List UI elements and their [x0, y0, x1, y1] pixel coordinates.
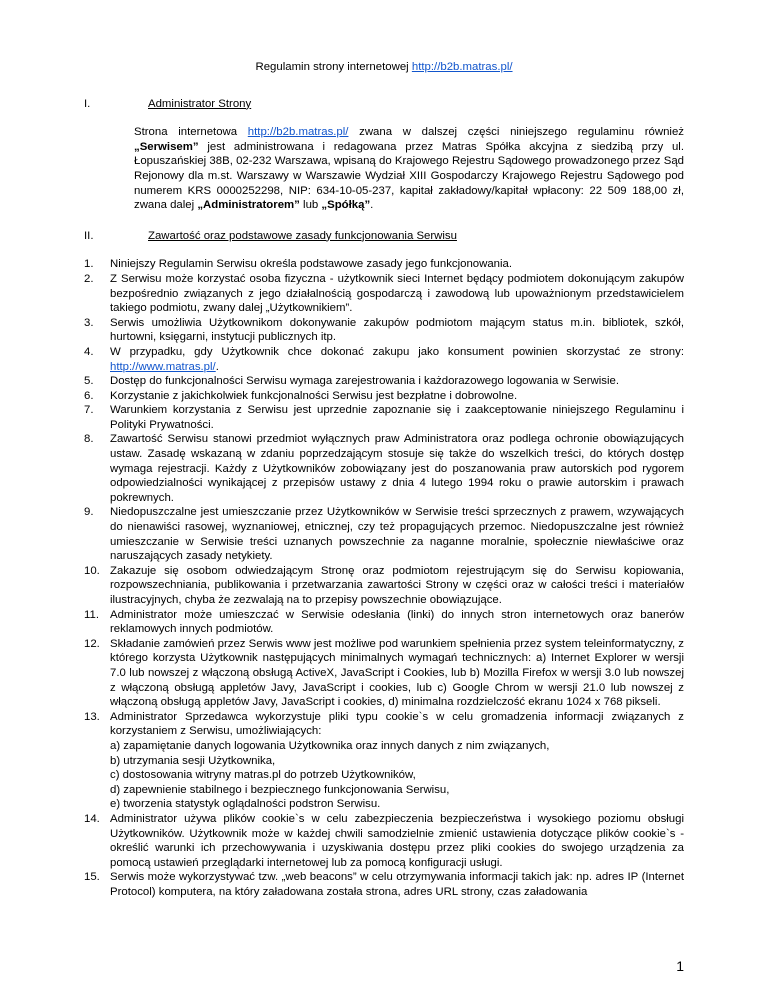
section-heading-2 — [84, 229, 684, 244]
serwis-link[interactable]: http://b2b.matras.pl/ — [247, 126, 349, 139]
list-item-text — [110, 710, 684, 812]
list-item-text-main: Zakazuje się osobom odwiedzającym Stronę oraz podmiotom rejestrującym się do Serwisu kopiowania, rozpowszechniania, publikowania i przetwarzania zawartości Strony w części oraz w całości treści i materiałów ilustracyjnych, chyba że zezwalają na to przepisy powszechnie obowiązujące. — [110, 564, 684, 606]
list-item-number: 13. — [84, 710, 100, 723]
text-run: jest administrowana i redagowana przez Matras Spółka akcyjna z siedzibą przy ul. Łopuszańskiej 38B, 02-232 Warszawa, wpisaną do Krajowego Rejestru Sądowego prowadzonego przez Sąd Rejonowy dla m.st. Warszawy w Warszawie Wydział XIII Gospodarczy Krajowego Rejestru Sądowego pod numerem KRS 0000252298, NIP: 634-10-05-237, kapitał zakładowy/kapitał wpłacony: 22 509 188,00 zł, zwana dalej — [134, 140, 684, 212]
list-item — [84, 403, 684, 432]
section-title: Administrator Strony — [148, 97, 252, 110]
list-item-number: 6. — [84, 389, 94, 402]
sub-item: a) zapamiętanie danych logowania Użytkownika oraz innych danych z nim związanych, — [110, 739, 550, 752]
list-item-text-main: Niedopuszczalne jest umieszczanie przez Użytkowników w Serwisie treści sprzecznych z prawem, wzywających do nienawiści rasowej, wyznaniowej, etnicznej, czy też propagujących przemoc. Niedopuszczalne jest również umieszczanie w Serwisie treści uznanych powszechnie za naganne moralnie, społecznie niewłaściwe oraz naruszających zasady netykiety. — [110, 506, 684, 563]
text-run: . — [370, 199, 374, 212]
list-item — [84, 432, 684, 505]
list-item-number: 5. — [84, 375, 94, 388]
sub-item: b) utrzymania sesji Użytkownika, — [110, 754, 276, 767]
list-item-number: 8. — [84, 433, 94, 446]
text-run: . — [215, 360, 219, 373]
list-item-number: 2. — [84, 272, 94, 285]
list-item-text — [110, 608, 684, 637]
list-item — [84, 257, 684, 272]
list-item — [84, 374, 684, 389]
title-link[interactable]: http://b2b.matras.pl/ — [411, 61, 513, 73]
list-item — [84, 345, 684, 374]
sub-item: c) dostosowania witryny matras.pl do potrzeb Użytkowników, — [110, 769, 416, 782]
list-item-text-main: Korzystanie z jakichkolwiek funkcjonalności Serwisu jest bezpłatne i dobrowolne. — [110, 389, 518, 402]
list-item-text-main: Składanie zamówień przez Serwis www jest możliwe pod warunkiem spełnienia przez system teleinformatyczny, z którego korzysta Użytkownik następujących minimalnych wymagań technicznych: a) Internet Explorer w wersji 7.0 lub nowszej z włączoną obsługą ActiveX, JavaScript i Cookies, lub b) Mozilla Firefox w wersji 3.0 lub nowszej z włączoną obsługą appletów Javy, JavaScript i cookies, lub c) Google Chrom w wersji 21.0 lub nowszej z włączoną obsługą appletów Javy, JavaScript i cookies, d) minimalna rozdzielczość ekranu 1024 x 768 pikseli. — [110, 637, 684, 709]
text-run: Strona internetowa — [134, 126, 248, 139]
bold-term: „Administratorem” — [197, 199, 300, 212]
list-item — [84, 870, 684, 899]
list-item-text — [110, 637, 684, 710]
text-run: zwana w dalszej części niniejszego regulaminu również — [348, 126, 684, 139]
sub-item: d) zapewnienie stabilnego i bezpiecznego funkcjonowania Serwisu, — [110, 783, 450, 796]
list-item-number: 15. — [84, 871, 100, 884]
bold-term: „Spółką” — [321, 199, 371, 212]
list-item — [84, 272, 684, 316]
list-item-number: 10. — [84, 564, 100, 577]
list-item-number: 11. — [84, 608, 99, 621]
list-item-number: 1. — [84, 258, 94, 271]
list-item — [84, 608, 684, 637]
list-item — [84, 564, 684, 608]
list-item-text-main: Z Serwisu może korzystać osoba fizyczna - użytkownik sieci Internet będący podmiotem dokonującym zakupów bezpośrednio związanych z jego działalnością gospodarczą i zawodową lub upoważnionym przedstawicielem takiego podmiotu, zwany dalej „Użytkownikiem”. — [110, 272, 684, 315]
list-item-number: 3. — [84, 316, 94, 329]
list-item — [84, 389, 684, 404]
list-item-number: 14. — [84, 812, 100, 825]
section-number: II. — [84, 229, 94, 242]
section-1-paragraph — [134, 125, 684, 213]
text-run: lub — [299, 199, 322, 212]
list-item-text — [110, 432, 684, 505]
page-number: 1 — [676, 958, 684, 975]
list-item-text — [110, 505, 684, 563]
section-heading-1 — [84, 97, 684, 112]
list-item — [84, 812, 684, 870]
list-item-number: 7. — [84, 404, 94, 417]
list-item-text-main: Dostęp do funkcjonalności Serwisu wymaga zarejestrowania i każdorazowego logowania w Serwisie. — [110, 375, 620, 388]
list-item-text-main: Administrator używa plików cookie`s w celu zabezpieczenia bezpieczeństwa i wysokiego poziomu obsługi Użytkowników. Użytkownik może w każdej chwili samodzielnie zmienić ustawienia dotyczące plików cookie`s - określić warunki ich przechowywania i uzyskiwania dostępu przez pliki cookies do swojego urządzenia za pomocą ustawień przeglądarki internetowej lub za pomocą konfiguracji usługi. — [110, 812, 684, 869]
rules-list — [84, 257, 684, 899]
list-item-text — [110, 345, 684, 374]
list-item-text — [110, 564, 684, 608]
list-item-number: 4. — [84, 345, 94, 358]
matras-link[interactable]: http://www.matras.pl/ — [110, 360, 216, 373]
list-item-text — [110, 316, 684, 345]
list-item — [84, 505, 684, 563]
list-item-number: 9. — [84, 506, 94, 519]
list-item-text-main: Administrator Sprzedawca wykorzystuje pliki typu cookie`s w celu gromadzenia informacji związanych z korzystaniem z Serwisu, umożliwiających: — [110, 710, 684, 738]
title-text: Regulamin strony internetowej — [255, 61, 412, 73]
list-item-text — [110, 374, 684, 389]
list-item-text-main: Serwis może wykorzystywać tzw. „web beacons” w celu otrzymywania informacji takich jak: np. adres IP (Internet Protocol) komputera, na który załadowana została strona, adres URL strony, czas załadowania — [110, 871, 684, 898]
sub-item: e) tworzenia statystyk oglądalności podstron Serwisu. — [110, 798, 381, 811]
bold-term: „Serwisem” — [134, 140, 199, 153]
section-number: I. — [84, 97, 91, 110]
list-item-text — [110, 403, 684, 432]
list-item — [84, 710, 684, 812]
section-title: Zawartość oraz podstawowe zasady funkcjonowania Serwisu — [148, 229, 457, 242]
list-item-text-main: Administrator może umieszczać w Serwisie odesłania (linki) do innych stron internetowych oraz banerów reklamowych innych podmiotów. — [110, 608, 684, 636]
list-item-text — [110, 257, 684, 272]
list-item-text-main: Niniejszy Regulamin Serwisu określa podstawowe zasady jego funkcjonowania. — [110, 258, 513, 271]
list-item-text — [110, 272, 684, 316]
list-item-text-main: Zawartość Serwisu stanowi przedmiot wyłącznych praw Administratora oraz podlega ochronie obowiązujących ustaw. Zasadę wskazaną w zdaniu poprzedzającym stosuje się także do wszelkich treści, do których dostęp wymaga rejestracji. Każdy z Użytkowników zobowiązany jest do poszanowania praw autorskich pod rygorem odpowiedzialności wynikającej z przepisów ustawy z dnia 4 lutego 1994 roku o prawie autorskim i prawach pokrewnych. — [110, 433, 684, 504]
list-item-text — [110, 870, 684, 899]
list-item-number: 12. — [84, 637, 100, 650]
list-item-text-main: Serwis umożliwia Użytkownikom dokonywanie zakupów podmiotom mającym status m.in. bibliotek, szkół, hurtowni, księgarni, instytucji publicznych itp. — [110, 316, 684, 344]
list-item — [84, 316, 684, 345]
list-item-text-main: Warunkiem korzystania z Serwisu jest uprzednie zapoznanie się i zaakceptowanie niniejszego Regulaminu i Polityki Prywatności. — [110, 404, 684, 431]
list-item-text — [110, 812, 684, 870]
list-item-text-main: W przypadku, gdy Użytkownik chce dokonać zakupu jako konsument powinien skorzystać ze strony: — [110, 345, 684, 358]
list-item-text — [110, 389, 684, 404]
list-item — [84, 637, 684, 710]
page-title — [84, 60, 684, 75]
